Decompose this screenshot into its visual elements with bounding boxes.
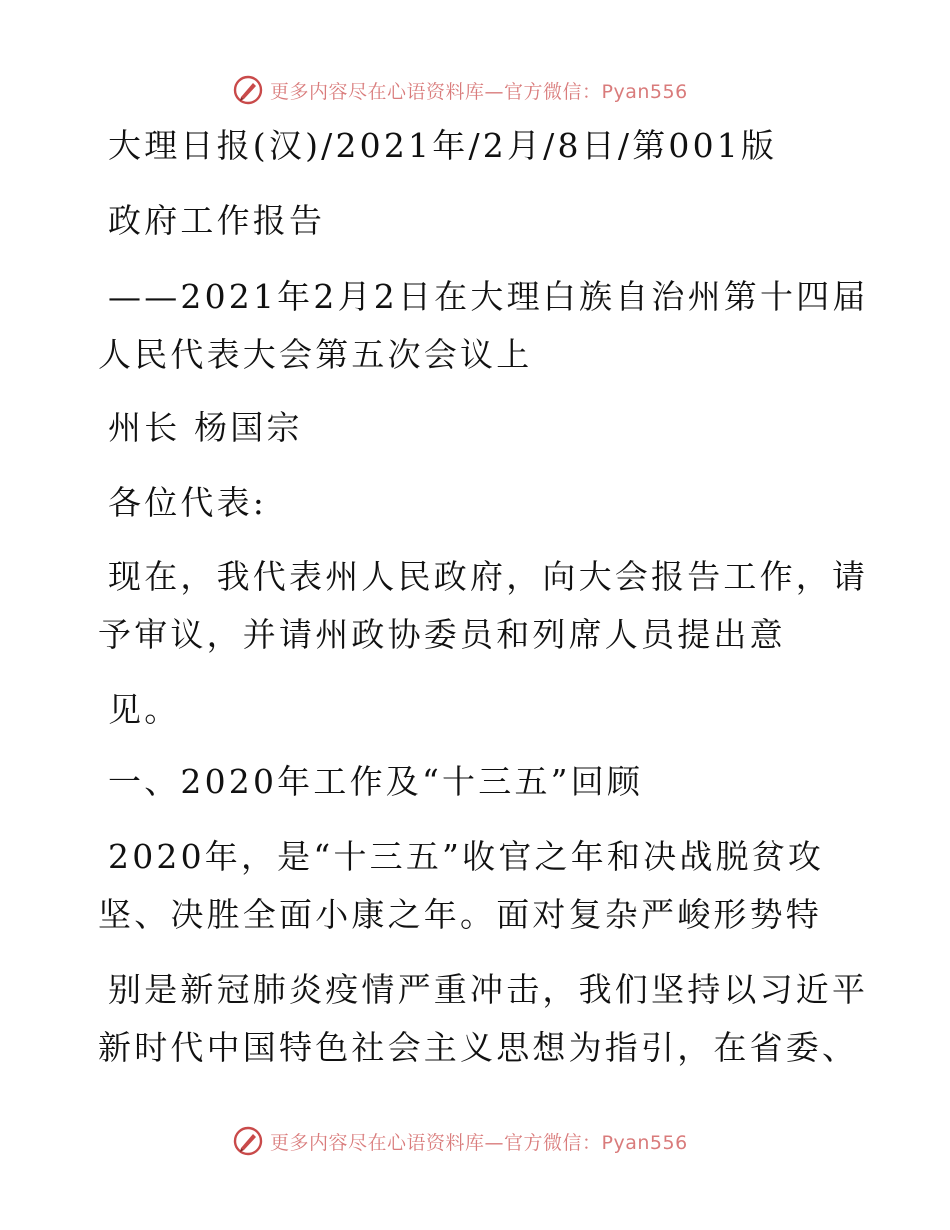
pen-logo-icon <box>232 1125 264 1157</box>
document-author: 州长 杨国宗 <box>108 408 303 447</box>
document-subtitle-line-1: ——2021年2月2日在大理白族自治州第十四届 <box>108 277 869 316</box>
paragraph-line: 予审议，并请州政协委员和列席人员提出意 <box>98 615 786 654</box>
watermark-text: 更多内容尽在心语资料库—官方微信：Pyan556 <box>270 80 688 103</box>
document-source-line: 大理日报(汉)/2021年/2月/8日/第001版 <box>108 126 778 165</box>
section-heading: 一、2020年工作及“十三五”回顾 <box>108 762 644 801</box>
paragraph-line: 别是新冠肺炎疫情严重冲击，我们坚持以习近平 <box>108 970 869 1009</box>
paragraph-line: 新时代中国特色社会主义思想为指引，在省委、 <box>98 1028 859 1067</box>
watermark-header <box>232 73 688 107</box>
watermark-footer <box>232 1124 688 1158</box>
pen-logo-icon <box>232 74 264 106</box>
paragraph-line: 坚、决胜全面小康之年。面对复杂严峻形势特 <box>98 895 822 934</box>
watermark-text: 更多内容尽在心语资料库—官方微信：Pyan556 <box>270 1131 688 1154</box>
document-salutation: 各位代表: <box>108 483 268 522</box>
paragraph-line: 2020年，是“十三五”收官之年和决战脱贫攻 <box>108 837 825 876</box>
document-title: 政府工作报告 <box>108 201 326 240</box>
paragraph-line: 现在，我代表州人民政府，向大会报告工作，请 <box>108 557 869 596</box>
document-subtitle-line-2: 人民代表大会第五次会议上 <box>98 335 533 374</box>
paragraph-line: 见。 <box>108 690 181 729</box>
